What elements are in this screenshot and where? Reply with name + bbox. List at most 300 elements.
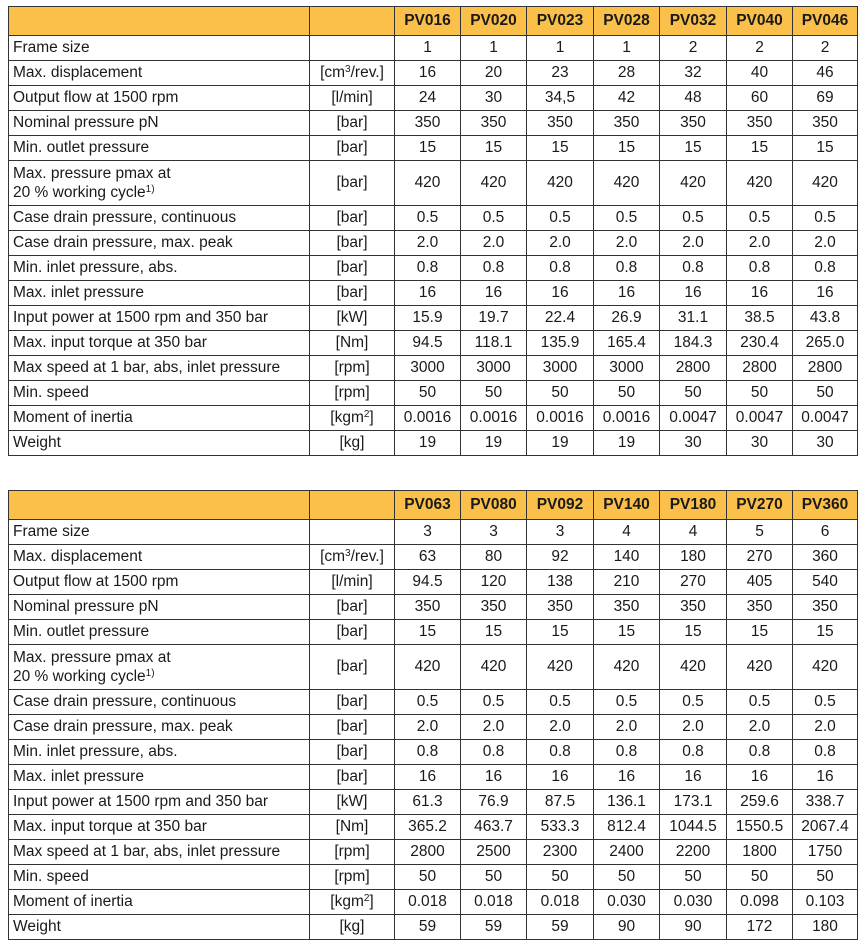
row-unit: [bar] [310,690,395,715]
value-cell: 42 [594,86,660,111]
row-unit: [bar] [310,231,395,256]
value-cell: 46 [793,61,858,86]
value-cell: 15 [793,136,858,161]
table-row [9,406,858,431]
value-cell: 360 [793,545,858,570]
model-header: PV140 [594,491,660,520]
value-cell: 420 [395,161,461,206]
value-cell: 3000 [527,356,594,381]
value-cell: 28 [594,61,660,86]
value-cell: 30 [793,431,858,456]
value-cell: 50 [395,865,461,890]
value-cell: 350 [727,595,793,620]
value-cell: 16 [594,765,660,790]
value-cell: 50 [727,865,793,890]
value-cell: 90 [660,915,727,940]
value-cell: 3000 [461,356,527,381]
value-cell: 420 [594,161,660,206]
value-cell: 270 [660,570,727,595]
row-label: Case drain pressure, max. peak [9,231,310,256]
value-cell: 2.0 [395,231,461,256]
row-label: Max. pressure pmax at 20 % working cycle$^{1)}$ [9,645,310,690]
value-cell: 16 [461,281,527,306]
row-label: Max. input torque at 350 bar [9,331,310,356]
value-cell: 16 [395,61,461,86]
value-cell: 1 [527,36,594,61]
value-cell: 2500 [461,840,527,865]
model-header: PV020 [461,7,527,36]
model-header: PV040 [727,7,793,36]
value-cell: 2800 [727,356,793,381]
row-unit: [rpm] [310,865,395,890]
value-cell: 50 [660,865,727,890]
value-cell: 140 [594,545,660,570]
value-cell: 0.8 [395,256,461,281]
value-cell: 1800 [727,840,793,865]
table-row [9,381,858,406]
value-cell: 50 [461,865,527,890]
value-cell: 420 [793,161,858,206]
value-cell: 16 [594,281,660,306]
value-cell: 0.8 [395,740,461,765]
spec-table-small-frames [8,6,858,456]
value-cell: 94.5 [395,570,461,595]
row-unit: [bar] [310,765,395,790]
value-cell: 0.0016 [461,406,527,431]
value-cell: 30 [660,431,727,456]
row-unit: [Nm] [310,331,395,356]
value-cell: 350 [660,595,727,620]
table-row [9,331,858,356]
value-cell: 19 [461,431,527,456]
value-cell: 2800 [395,840,461,865]
value-cell: 26.9 [594,306,660,331]
value-cell: 15 [793,620,858,645]
table-row [9,111,858,136]
value-cell: 50 [594,381,660,406]
value-cell: 0.030 [594,890,660,915]
value-cell: 90 [594,915,660,940]
model-header: PV016 [395,7,461,36]
value-cell: 32 [660,61,727,86]
value-cell: 3000 [395,356,461,381]
value-cell: 0.5 [727,206,793,231]
row-label: Weight [9,915,310,940]
value-cell: 420 [527,161,594,206]
model-header: PV028 [594,7,660,36]
value-cell: 16 [395,765,461,790]
row-label: Frame size [9,520,310,545]
value-cell: 3 [527,520,594,545]
value-cell: 420 [527,645,594,690]
value-cell: 23 [527,61,594,86]
value-cell: 50 [727,381,793,406]
table-row [9,545,858,570]
value-cell: 420 [395,645,461,690]
value-cell: 15 [727,620,793,645]
row-unit: [rpm] [310,381,395,406]
value-cell: 5 [727,520,793,545]
value-cell: 420 [461,645,527,690]
value-cell: 0.5 [461,206,527,231]
value-cell: 50 [660,381,727,406]
value-cell: 2400 [594,840,660,865]
value-cell: 50 [793,381,858,406]
value-cell: 0.8 [461,740,527,765]
value-cell: 118.1 [461,331,527,356]
table-row [9,740,858,765]
row-label: Min. outlet pressure [9,620,310,645]
value-cell: 16 [395,281,461,306]
value-cell: 2.0 [660,231,727,256]
value-cell: 0.5 [660,206,727,231]
value-cell: 0.5 [527,206,594,231]
value-cell: 30 [461,86,527,111]
row-label: Min. outlet pressure [9,136,310,161]
row-unit: [rpm] [310,356,395,381]
value-cell: 1750 [793,840,858,865]
value-cell: 138 [527,570,594,595]
value-cell: 15 [527,136,594,161]
value-cell: 22.4 [527,306,594,331]
row-unit: [bar] [310,256,395,281]
value-cell: 20 [461,61,527,86]
model-header: PV080 [461,491,527,520]
value-cell: 350 [527,111,594,136]
table-row [9,281,858,306]
row-unit: [bar] [310,136,395,161]
value-cell: 2.0 [527,715,594,740]
value-cell: 2.0 [395,715,461,740]
value-cell: 43.8 [793,306,858,331]
value-cell: 420 [594,645,660,690]
row-label: Case drain pressure, max. peak [9,715,310,740]
row-unit: [bar] [310,715,395,740]
value-cell: 16 [660,765,727,790]
table-row [9,840,858,865]
value-cell: 1550.5 [727,815,793,840]
table-row [9,61,858,86]
value-cell: 184.3 [660,331,727,356]
value-cell: 265.0 [793,331,858,356]
value-cell: 15 [660,136,727,161]
value-cell: 50 [461,381,527,406]
value-cell: 2 [793,36,858,61]
row-unit: [Nm] [310,815,395,840]
model-header: PV063 [395,491,461,520]
row-label: Case drain pressure, continuous [9,690,310,715]
table-row [9,136,858,161]
table-row [9,36,858,61]
value-cell: 420 [793,645,858,690]
value-cell: 0.5 [395,690,461,715]
row-unit: [bar] [310,206,395,231]
value-cell: 0.5 [594,690,660,715]
value-cell: 259.6 [727,790,793,815]
model-header: PV270 [727,491,793,520]
row-unit: [rpm] [310,840,395,865]
value-cell: 3 [461,520,527,545]
row-unit: [bar] [310,281,395,306]
model-header: PV046 [793,7,858,36]
value-cell: 136.1 [594,790,660,815]
row-label: Frame size [9,36,310,61]
value-cell: 2800 [660,356,727,381]
row-unit: [bar] [310,595,395,620]
row-unit: [bar] [310,111,395,136]
value-cell: 15.9 [395,306,461,331]
value-cell: 2.0 [727,715,793,740]
row-unit: $[cm^3/rev.]$ [310,61,395,86]
spec-table-large-frames [8,490,858,940]
row-unit: [kgm$^2$] [310,890,395,915]
value-cell: 0.8 [527,740,594,765]
row-label: Max. inlet pressure [9,281,310,306]
value-cell: 0.0047 [793,406,858,431]
table-row [9,306,858,331]
value-cell: 0.5 [793,690,858,715]
value-cell: 0.5 [793,206,858,231]
value-cell: 31.1 [660,306,727,331]
value-cell: 172 [727,915,793,940]
value-cell: 15 [527,620,594,645]
table-row [9,815,858,840]
value-cell: 6 [793,520,858,545]
value-cell: 270 [727,545,793,570]
value-cell: 420 [660,645,727,690]
value-cell: 2 [727,36,793,61]
value-cell: 15 [727,136,793,161]
value-cell: 15 [461,136,527,161]
value-cell: 34,5 [527,86,594,111]
model-header: PV032 [660,7,727,36]
value-cell: 0.8 [461,256,527,281]
value-cell: 0.8 [594,740,660,765]
value-cell: 0.8 [727,740,793,765]
value-cell: 76.9 [461,790,527,815]
value-cell: 59 [395,915,461,940]
value-cell: 350 [461,111,527,136]
value-cell: 540 [793,570,858,595]
value-cell: 350 [660,111,727,136]
value-cell: 16 [527,281,594,306]
row-unit: [kg] [310,431,395,456]
value-cell: 2.0 [594,231,660,256]
value-cell: 0.8 [594,256,660,281]
value-cell: 0.8 [727,256,793,281]
value-cell: 15 [461,620,527,645]
header-label-cell [9,491,310,520]
value-cell: 0.5 [527,690,594,715]
row-unit: [bar] [310,620,395,645]
table-row [9,790,858,815]
value-cell: 15 [594,620,660,645]
value-cell: 0.0047 [660,406,727,431]
table-row [9,690,858,715]
value-cell: 0.8 [793,740,858,765]
value-cell: 420 [727,645,793,690]
value-cell: 350 [461,595,527,620]
table-row [9,256,858,281]
value-cell: 16 [660,281,727,306]
row-label: Max. displacement [9,545,310,570]
value-cell: 0.8 [527,256,594,281]
value-cell: 1 [594,36,660,61]
table-row [9,570,858,595]
value-cell: 0.018 [395,890,461,915]
value-cell: 2200 [660,840,727,865]
row-label: Max speed at 1 bar, abs, inlet pressure [9,840,310,865]
value-cell: 2300 [527,840,594,865]
value-cell: 16 [527,765,594,790]
value-cell: 0.098 [727,890,793,915]
value-cell: 0.8 [660,740,727,765]
value-cell: 0.5 [461,690,527,715]
value-cell: 15 [395,136,461,161]
value-cell: 1 [461,36,527,61]
value-cell: 2.0 [727,231,793,256]
value-cell: 2.0 [793,715,858,740]
row-unit [310,36,395,61]
row-label: Input power at 1500 rpm and 350 bar [9,306,310,331]
value-cell: 0.103 [793,890,858,915]
value-cell: 2.0 [461,231,527,256]
row-unit: [bar] [310,645,395,690]
header-row [9,7,858,36]
value-cell: 3000 [594,356,660,381]
row-unit: [l/min] [310,570,395,595]
value-cell: 173.1 [660,790,727,815]
table-row [9,765,858,790]
value-cell: 4 [594,520,660,545]
value-cell: 15 [660,620,727,645]
row-label: Moment of inertia [9,406,310,431]
row-label: Input power at 1500 rpm and 350 bar [9,790,310,815]
table-row [9,645,858,690]
value-cell: 0.0016 [395,406,461,431]
value-cell: 420 [461,161,527,206]
model-header: PV092 [527,491,594,520]
header-unit-cell [310,7,395,36]
value-cell: 24 [395,86,461,111]
value-cell: 87.5 [527,790,594,815]
value-cell: 1044.5 [660,815,727,840]
value-cell: 16 [793,765,858,790]
value-cell: 2800 [793,356,858,381]
value-cell: 19 [527,431,594,456]
table-row [9,890,858,915]
value-cell: 350 [395,111,461,136]
value-cell: 61.3 [395,790,461,815]
value-cell: 92 [527,545,594,570]
row-label: Nominal pressure pN [9,595,310,620]
row-label: Max. input torque at 350 bar [9,815,310,840]
header-label-cell [9,7,310,36]
table-row [9,161,858,206]
value-cell: 30 [727,431,793,456]
value-cell: 350 [727,111,793,136]
row-unit: [bar] [310,740,395,765]
value-cell: 0.030 [660,890,727,915]
value-cell: 1 [395,36,461,61]
value-cell: 16 [727,281,793,306]
value-cell: 59 [461,915,527,940]
value-cell: 2067.4 [793,815,858,840]
row-label: Max speed at 1 bar, abs, inlet pressure [9,356,310,381]
row-label: Weight [9,431,310,456]
row-unit: [kW] [310,306,395,331]
value-cell: 350 [594,595,660,620]
value-cell: 165.4 [594,331,660,356]
value-cell: 19 [594,431,660,456]
row-unit: [kW] [310,790,395,815]
table-row [9,620,858,645]
value-cell: 4 [660,520,727,545]
value-cell: 50 [527,865,594,890]
value-cell: 50 [793,865,858,890]
value-cell: 19.7 [461,306,527,331]
value-cell: 0.0047 [727,406,793,431]
value-cell: 2.0 [660,715,727,740]
value-cell: 210 [594,570,660,595]
value-cell: 15 [395,620,461,645]
value-cell: 0.0016 [527,406,594,431]
table-row [9,206,858,231]
value-cell: 135.9 [527,331,594,356]
value-cell: 0.8 [793,256,858,281]
value-cell: 533.3 [527,815,594,840]
row-unit: [kg] [310,915,395,940]
value-cell: 230.4 [727,331,793,356]
value-cell: 0.5 [660,690,727,715]
value-cell: 405 [727,570,793,595]
value-cell: 19 [395,431,461,456]
row-label: Case drain pressure, continuous [9,206,310,231]
value-cell: 15 [594,136,660,161]
value-cell: 338.7 [793,790,858,815]
model-header: PV360 [793,491,858,520]
value-cell: 812.4 [594,815,660,840]
value-cell: 420 [727,161,793,206]
row-label: Min. inlet pressure, abs. [9,740,310,765]
model-header: PV023 [527,7,594,36]
value-cell: 350 [527,595,594,620]
table-row [9,715,858,740]
value-cell: 0.018 [461,890,527,915]
value-cell: 80 [461,545,527,570]
header-unit-cell [310,491,395,520]
value-cell: 2.0 [594,715,660,740]
row-unit [310,520,395,545]
value-cell: 63 [395,545,461,570]
row-unit: [bar] [310,161,395,206]
value-cell: 16 [461,765,527,790]
value-cell: 120 [461,570,527,595]
value-cell: 38.5 [727,306,793,331]
row-label: Output flow at 1500 rpm [9,570,310,595]
value-cell: 0.0016 [594,406,660,431]
table-row [9,520,858,545]
value-cell: 365.2 [395,815,461,840]
value-cell: 350 [395,595,461,620]
value-cell: 16 [793,281,858,306]
row-label: Output flow at 1500 rpm [9,86,310,111]
row-unit: [l/min] [310,86,395,111]
value-cell: 180 [793,915,858,940]
row-label: Moment of inertia [9,890,310,915]
row-label: Max. displacement [9,61,310,86]
row-label: Min. speed [9,865,310,890]
